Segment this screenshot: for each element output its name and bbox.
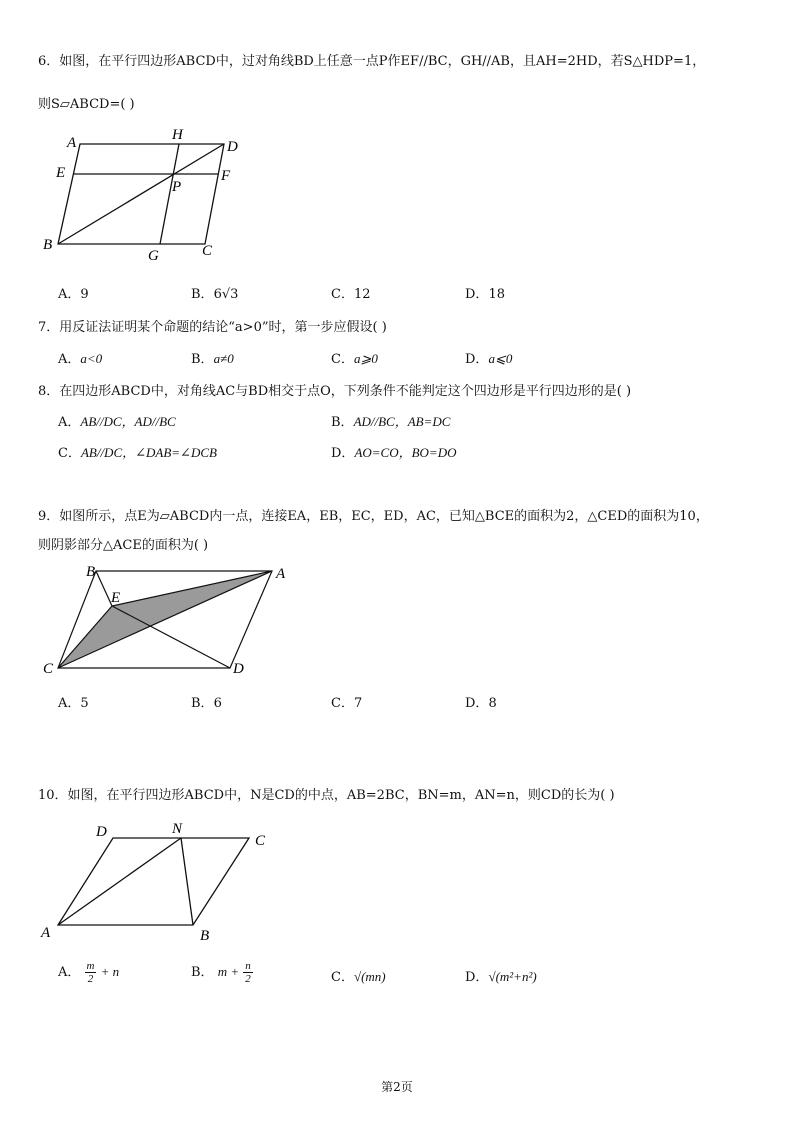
option-text: 6√3	[213, 287, 239, 302]
fraction-numerator: n	[245, 960, 251, 972]
q6-label-d: D	[227, 139, 238, 155]
q10-a-fraction	[85, 960, 97, 985]
q6-option-c[interactable]	[331, 283, 371, 302]
option-text: 7	[353, 696, 363, 711]
q9-label-a: A	[276, 566, 286, 582]
q9-segment-eb	[96, 571, 112, 606]
q7-option-b[interactable]	[191, 348, 234, 367]
q10-number: 10．	[38, 788, 68, 803]
q6-number: 6．	[38, 54, 60, 69]
q8-option-d[interactable]	[331, 442, 456, 461]
q10-segment-bn	[181, 838, 193, 925]
q10-option-c[interactable]	[331, 966, 386, 985]
option-text: a⩾0	[353, 351, 378, 366]
q10-parallelogram	[58, 838, 249, 925]
q6-label-e: E	[56, 165, 66, 181]
option-key: D．	[331, 446, 355, 461]
q9-stem-text: 如图所示，点E为▱ABCD内一点，连接EA，EB，EC，ED，AC，已知△BCE的面积为2，△CED的面积为10，	[59, 509, 709, 524]
q6-label-p: P	[172, 179, 182, 195]
option-text: a⩽0	[488, 351, 513, 366]
option-key: D．	[465, 970, 489, 985]
option-key: A．	[58, 696, 81, 711]
q10-option-b[interactable]	[191, 960, 253, 985]
q6-stem-line2	[38, 93, 135, 112]
option-key: A．	[58, 287, 81, 302]
q6-stem-line1	[38, 50, 705, 69]
option-text: √(mn)	[353, 969, 386, 984]
option-key: D．	[465, 696, 489, 711]
option-text: 8	[488, 696, 497, 711]
q6-option-a[interactable]	[58, 283, 89, 302]
q10-segment-an	[58, 838, 181, 925]
option-text: a≠0	[213, 351, 234, 366]
q9-label-d: D	[233, 661, 244, 677]
q6-label-c: C	[202, 243, 213, 259]
q10-label-c: C	[255, 833, 266, 849]
q9-stem-line2	[38, 534, 208, 553]
option-key: B．	[191, 287, 214, 302]
q9-option-a[interactable]	[58, 692, 89, 711]
q7-number: 7．	[38, 320, 60, 335]
option-text: 18	[488, 287, 505, 302]
q9-label-c: C	[43, 661, 54, 677]
option-key: C．	[331, 287, 354, 302]
option-key: C．	[331, 696, 354, 711]
option-text: √(m²+n²)	[488, 969, 537, 984]
q6-diagonal-bd	[58, 144, 224, 244]
q7-stem-text: 用反证法证明某个命题的结论“a>0”时，第一步应假设( )	[59, 320, 387, 335]
q6-label-h: H	[172, 127, 183, 143]
option-key: D．	[465, 287, 489, 302]
option-text: AB//DC，∠DAB=∠DCB	[80, 445, 217, 460]
q8-option-c[interactable]	[58, 442, 217, 461]
q8-option-b[interactable]	[331, 411, 450, 430]
q10-label-b: B	[200, 928, 210, 943]
option-text: AO=CO，BO=DO	[354, 445, 457, 460]
q9-figure	[38, 560, 298, 680]
q6-stem-text-2: 则S▱ABCD=( )	[38, 97, 135, 112]
q9-option-d[interactable]	[465, 692, 497, 711]
option-head: m +	[217, 964, 240, 979]
option-text: AB//DC，AD//BC	[80, 414, 176, 429]
option-key: C．	[58, 446, 81, 461]
option-key: B．	[191, 965, 214, 980]
option-text: 6	[213, 696, 222, 711]
option-key: C．	[331, 352, 354, 367]
fraction-denominator: 2	[87, 973, 94, 985]
q8-option-a[interactable]	[58, 411, 176, 430]
option-text: 9	[80, 287, 89, 302]
q10-figure	[38, 818, 278, 943]
q9-label-b: B	[86, 564, 96, 580]
q10-b-fraction	[243, 960, 253, 985]
q9-option-b[interactable]	[191, 692, 222, 711]
q10-option-d[interactable]	[465, 966, 537, 985]
q6-stem-text: 如图，在平行四边形ABCD中，过对角线BD上任意一点P作EF//BC，GH//AB，且AH=2HD，若S△HDP=1，	[59, 54, 706, 69]
option-key: D．	[465, 352, 489, 367]
q8-number: 8．	[38, 384, 60, 399]
q6-label-b: B	[43, 237, 53, 253]
option-key: A．	[58, 965, 81, 980]
option-key: C．	[331, 970, 354, 985]
q9-stem-line1	[38, 505, 709, 524]
q6-option-b[interactable]	[191, 283, 238, 302]
option-key: B．	[191, 352, 214, 367]
q6-figure	[35, 122, 285, 262]
q7-option-d[interactable]	[465, 348, 512, 367]
q10-stem-text: 如图，在平行四边形ABCD中，N是CD的中点，AB=2BC，BN=m，AN=n，则CD的长为( )	[67, 788, 615, 803]
option-tail: + n	[100, 964, 120, 979]
q10-label-d: D	[96, 824, 107, 840]
option-key: A．	[58, 352, 81, 367]
q6-label-f: F	[221, 168, 231, 184]
option-text: AD//BC，AB=DC	[353, 414, 451, 429]
option-key: B．	[331, 415, 354, 430]
q9-number: 9．	[38, 509, 60, 524]
q10-stem-line1	[38, 784, 615, 803]
q10-label-a: A	[41, 925, 51, 941]
option-text: 12	[353, 287, 371, 302]
option-key: A．	[58, 415, 81, 430]
q8-stem-text: 在四边形ABCD中，对角线AC与BD相交于点O，下列条件不能判定这个四边形是平行四边形的是( )	[59, 384, 632, 399]
q7-option-a[interactable]	[58, 348, 102, 367]
page-number: 第2页	[381, 1080, 413, 1094]
q6-option-d[interactable]	[465, 283, 505, 302]
q10-label-n: N	[172, 821, 183, 837]
q6-label-g: G	[148, 248, 159, 262]
option-text: 5	[80, 696, 89, 711]
option-key: B．	[191, 696, 214, 711]
q7-option-c[interactable]	[331, 348, 378, 367]
q7-stem-line1	[38, 316, 387, 335]
q9-label-e: E	[111, 590, 121, 606]
fraction-denominator: 2	[245, 973, 251, 985]
q9-stem-text-2: 则阴影部分△ACE的面积为( )	[38, 538, 209, 553]
q6-label-a: A	[67, 135, 77, 151]
q9-option-c[interactable]	[331, 692, 362, 711]
fraction-numerator: m	[86, 960, 95, 972]
q10-option-a[interactable]	[58, 960, 119, 985]
option-text: a<0	[80, 351, 103, 366]
q8-stem-line1	[38, 380, 631, 399]
